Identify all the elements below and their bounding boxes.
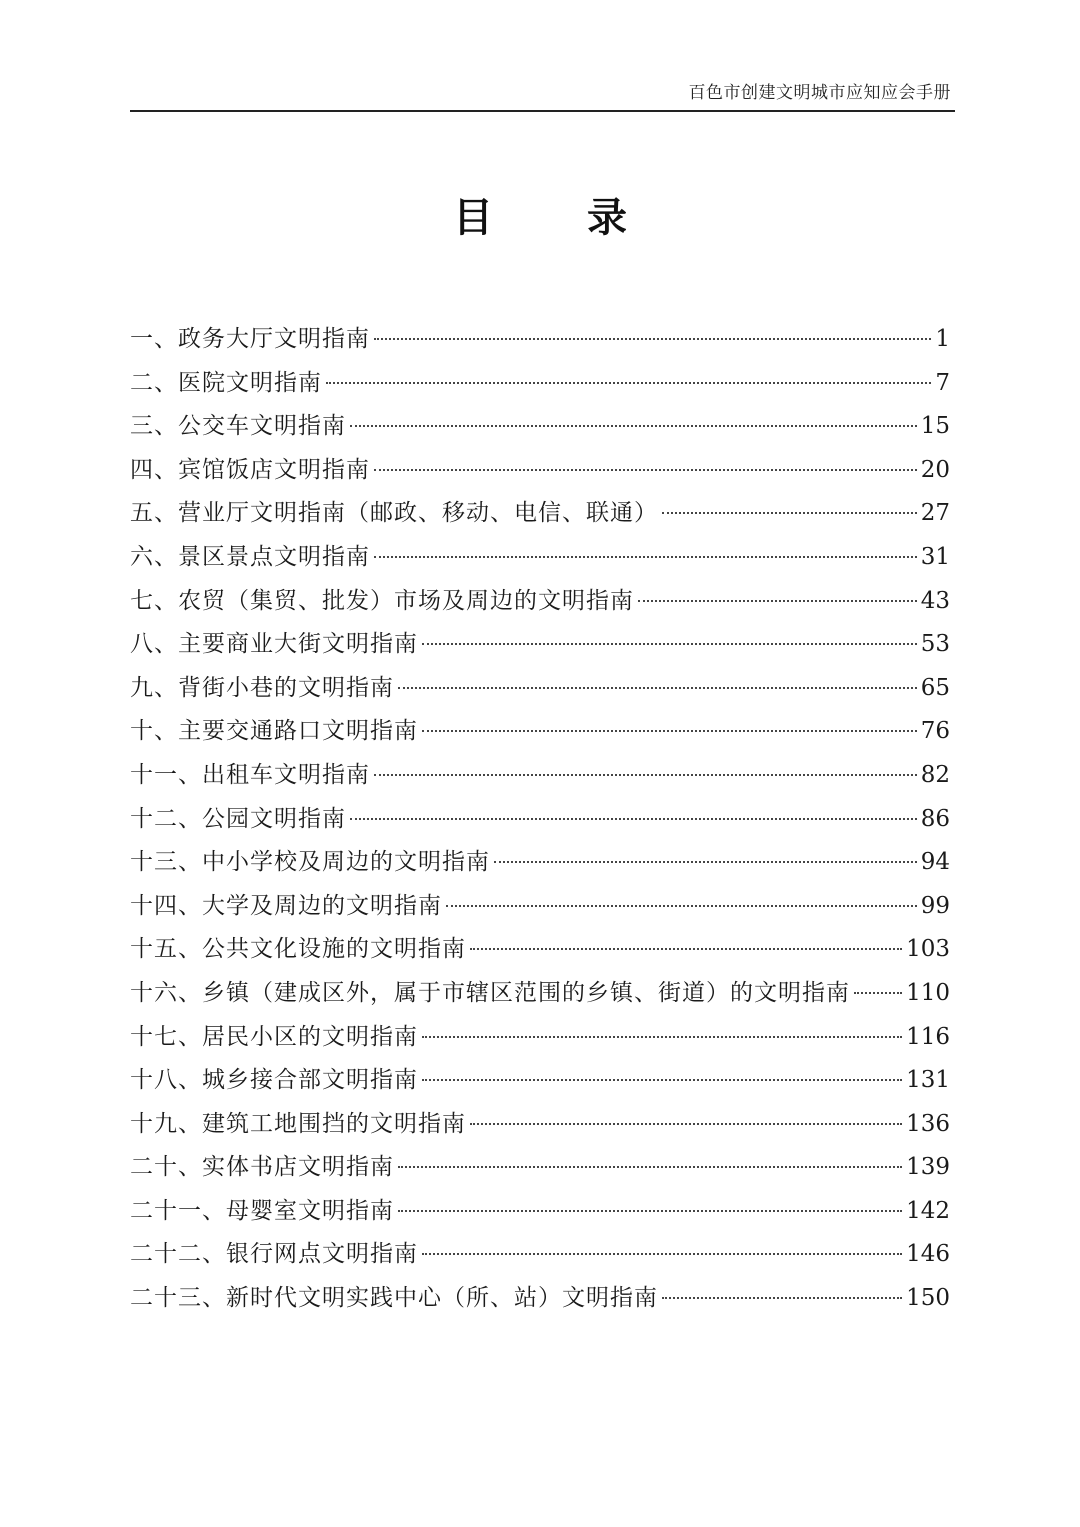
toc-entry-label: 一、政务大厅文明指南 xyxy=(130,326,370,352)
page-title: 目 录 xyxy=(453,195,667,241)
toc-dot-leader xyxy=(350,818,917,820)
toc-entry-page-number: 27 xyxy=(920,500,950,527)
toc-entry-page-number: 116 xyxy=(906,1023,950,1050)
toc-dot-leader xyxy=(326,382,931,384)
toc-dot-leader xyxy=(422,1253,902,1255)
toc-entry-label: 二十、实体书店文明指南 xyxy=(130,1154,394,1181)
toc-entry[interactable] xyxy=(130,582,950,626)
toc-entry[interactable] xyxy=(130,712,950,756)
toc-dot-leader xyxy=(470,1123,902,1125)
toc-entry[interactable] xyxy=(130,1105,950,1149)
toc-entry-label: 三、公交车文明指南 xyxy=(130,413,346,440)
toc-entry-label: 十一、出租车文明指南 xyxy=(130,761,370,788)
toc-entry-label: 十九、建筑工地围挡的文明指南 xyxy=(130,1110,466,1137)
toc-entry-page-number: 136 xyxy=(906,1110,950,1137)
toc-dot-leader xyxy=(374,774,917,776)
toc-entry-label: 二十三、新时代文明实践中心（所、站）文明指南 xyxy=(130,1285,658,1312)
toc-entry-page-number: 31 xyxy=(920,543,950,570)
toc-dot-leader xyxy=(662,1297,902,1299)
toc-dot-leader xyxy=(422,1036,902,1038)
toc-entry-page-number: 139 xyxy=(906,1154,950,1181)
toc-entry-page-number: 43 xyxy=(920,587,950,614)
toc-dot-leader xyxy=(398,1210,902,1212)
toc-entry-label: 十二、公园文明指南 xyxy=(130,805,346,832)
toc-dot-leader xyxy=(374,556,917,558)
toc-entry-label: 十、主要交通路口文明指南 xyxy=(130,718,418,745)
toc-entry[interactable] xyxy=(130,320,950,364)
toc-entry[interactable] xyxy=(130,1235,950,1279)
toc-entry-page-number: 7 xyxy=(935,369,950,396)
running-header xyxy=(130,76,955,112)
toc-entry[interactable] xyxy=(130,494,950,538)
toc-entry-label: 十六、乡镇（建成区外，属于市辖区范围的乡镇、街道）的文明指南 xyxy=(130,979,850,1006)
toc-entry[interactable] xyxy=(130,974,950,1018)
toc-entry[interactable] xyxy=(130,407,950,451)
toc-dot-leader xyxy=(398,687,917,689)
toc-entry-label: 五、营业厅文明指南（邮政、移动、电信、联通） xyxy=(130,500,658,527)
toc-entry[interactable] xyxy=(130,843,950,887)
toc-dot-leader xyxy=(422,643,917,645)
toc-entry-label: 二、医院文明指南 xyxy=(130,369,322,396)
toc-dot-leader xyxy=(854,992,902,994)
toc-entry[interactable] xyxy=(130,538,950,582)
toc-entry-label: 二十二、银行网点文明指南 xyxy=(130,1241,418,1268)
toc-dot-leader xyxy=(470,948,902,950)
toc-entry-page-number: 99 xyxy=(920,892,950,919)
toc-entry[interactable] xyxy=(130,1148,950,1192)
toc-entry-label: 十八、城乡接合部文明指南 xyxy=(130,1067,418,1094)
toc-entry-page-number: 53 xyxy=(920,631,950,658)
header-text: 百色市创建文明城市应知应会手册 xyxy=(688,83,951,103)
toc-entry-label: 十三、中小学校及周边的文明指南 xyxy=(130,849,490,876)
toc-entry-page-number: 131 xyxy=(906,1067,950,1094)
toc-entry-page-number: 94 xyxy=(920,849,950,876)
toc-dot-leader xyxy=(398,1166,902,1168)
toc-entry[interactable] xyxy=(130,669,950,713)
toc-entry-page-number: 65 xyxy=(920,674,950,701)
toc-entry[interactable] xyxy=(130,1061,950,1105)
toc-entry-label: 十五、公共文化设施的文明指南 xyxy=(130,936,466,963)
toc-dot-leader xyxy=(422,1079,902,1081)
toc-entry[interactable] xyxy=(130,756,950,800)
toc-dot-leader xyxy=(446,905,917,907)
toc-entry-label: 九、背街小巷的文明指南 xyxy=(130,674,394,701)
toc-entry-page-number: 15 xyxy=(920,413,950,440)
toc-dot-leader xyxy=(422,730,917,732)
toc-dot-leader xyxy=(374,469,917,471)
toc-entry-page-number: 86 xyxy=(920,805,950,832)
toc-entry-label: 十四、大学及周边的文明指南 xyxy=(130,892,442,919)
toc-entry[interactable] xyxy=(130,364,950,408)
toc-dot-leader xyxy=(494,861,917,863)
toc-dot-leader xyxy=(374,338,931,340)
toc-entry-page-number: 146 xyxy=(906,1241,950,1268)
toc-entry-page-number: 1 xyxy=(935,326,950,352)
toc-entry-label: 二十一、母婴室文明指南 xyxy=(130,1197,394,1224)
toc-entry[interactable] xyxy=(130,930,950,974)
toc-entry[interactable] xyxy=(130,800,950,844)
toc-entry[interactable] xyxy=(130,1279,950,1323)
toc-entry[interactable] xyxy=(130,451,950,495)
toc-entry[interactable] xyxy=(130,625,950,669)
toc-entry-page-number: 142 xyxy=(906,1197,950,1224)
toc-dot-leader xyxy=(350,425,917,427)
toc-entry-label: 六、景区景点文明指南 xyxy=(130,543,370,570)
toc-entry-page-number: 150 xyxy=(906,1285,950,1312)
toc-entry-label: 十七、居民小区的文明指南 xyxy=(130,1023,418,1050)
toc-entry[interactable] xyxy=(130,1018,950,1062)
table-of-contents xyxy=(130,320,950,1323)
toc-entry[interactable] xyxy=(130,887,950,931)
toc-entry-page-number: 103 xyxy=(906,936,950,963)
toc-entry-page-number: 110 xyxy=(906,979,950,1006)
toc-entry-page-number: 20 xyxy=(920,456,950,483)
toc-entry-label: 七、农贸（集贸、批发）市场及周边的文明指南 xyxy=(130,587,634,614)
toc-entry[interactable] xyxy=(130,1192,950,1236)
toc-dot-leader xyxy=(638,600,917,602)
toc-entry-page-number: 82 xyxy=(920,761,950,788)
toc-entry-label: 八、主要商业大街文明指南 xyxy=(130,631,418,658)
toc-entry-page-number: 76 xyxy=(920,718,950,745)
toc-dot-leader xyxy=(662,512,917,514)
toc-entry-label: 四、宾馆饭店文明指南 xyxy=(130,456,370,483)
